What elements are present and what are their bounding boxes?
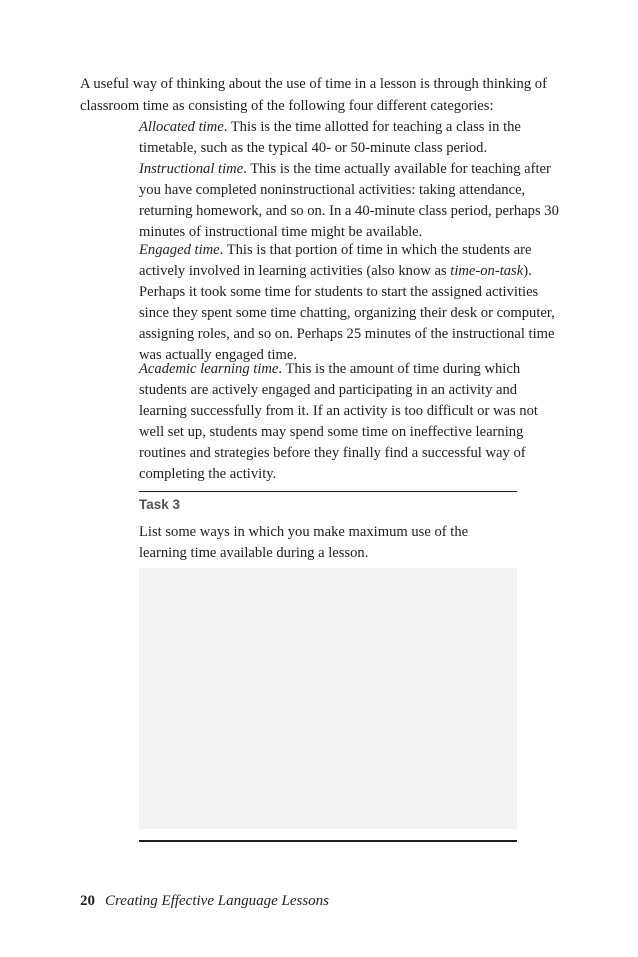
book-title: Creating Effective Language Lessons <box>105 893 330 909</box>
category-academic-learning-time <box>139 359 559 485</box>
category-instructional-time <box>139 159 559 243</box>
task-top-rule <box>139 491 517 492</box>
category-term: Allocated time <box>139 119 224 135</box>
intro-paragraph: A useful way of thinking about the use of time in a lesson is through thinking of classroom time as consisting of the following four different categories: <box>80 76 547 114</box>
task-instructions: List some ways in which you make maximum use of the learning time available during a lesson. <box>139 524 469 561</box>
category-term: Academic learning time <box>139 361 279 377</box>
task-bottom-rule <box>139 840 517 842</box>
category-description-continued: ). Perhaps it took some time for students to start the assigned activities since they spent some time chatting, organizing their desk or computer, assigning roles, and so on. Perhaps 25 minutes of the instructional time was actually engaged time. <box>139 263 555 363</box>
category-description: . This is the time actually available for teaching after you have completed noninstructional activities: taking attendance, returning homework, and so on. In a 40-minute class period, perhaps 30 minutes of instructional time might be available. <box>139 161 559 240</box>
inline-term-time-on-task: time-on-task <box>450 263 524 279</box>
category-term: Engaged time <box>139 242 220 258</box>
category-description: . This is the amount of time during which students are actively engaged and participating in an activity and learning successfully from it. If an activity is too difficult or was not well set up, students may spend some time on ineffective learning routines and strategies before they finally find a successful way of completing the activity. <box>139 361 538 482</box>
category-description: . This is the time allotted for teaching a class in the timetable, such as the typical 40- or 50-minute class period. <box>139 119 521 156</box>
page-number: 20 <box>80 893 95 909</box>
page-footer <box>80 893 329 910</box>
task-title: Task 3 <box>139 497 181 512</box>
category-engaged-time <box>139 240 559 366</box>
category-allocated-time <box>139 117 559 159</box>
task-answer-area[interactable] <box>139 568 517 829</box>
category-description: . This is that portion of time in which the students are actively involved in learning activities (also know as <box>139 242 532 279</box>
category-term: Instructional time <box>139 161 244 177</box>
